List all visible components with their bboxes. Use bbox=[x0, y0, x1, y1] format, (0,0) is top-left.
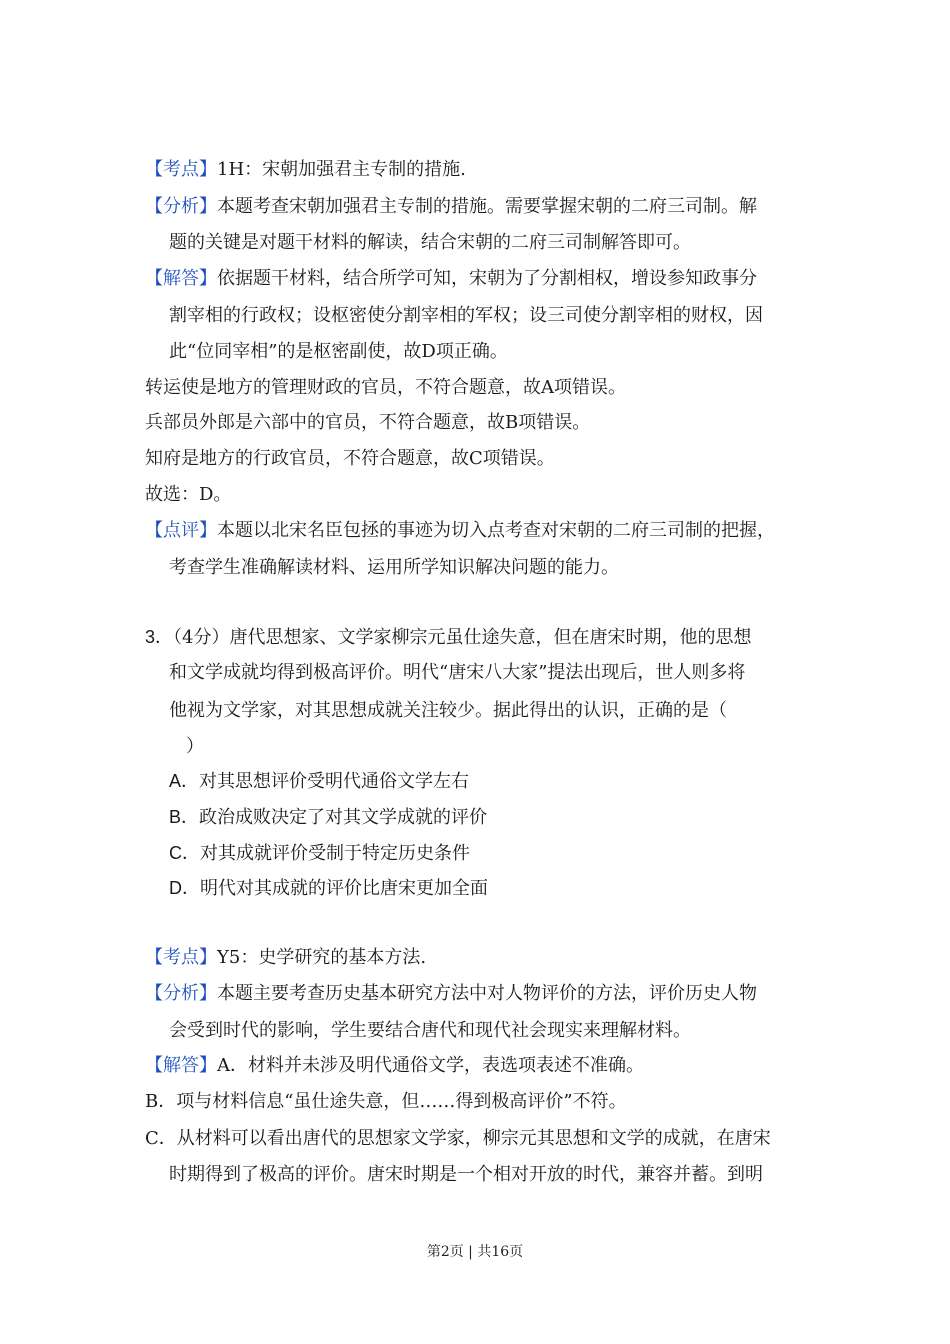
q2-dianping bbox=[145, 519, 775, 543]
option-text: 对其思想评价受明代通俗文学左右 bbox=[199, 771, 470, 792]
option-label: B． bbox=[169, 807, 200, 827]
question-stem: （4分）唐代思想家、文学家柳宗元虽仕途失意，但在唐宋时期，他的思想 bbox=[173, 627, 752, 648]
q2-answer: 故选：D。 bbox=[145, 484, 232, 505]
q3-option-c bbox=[169, 841, 470, 866]
fenxi-text: 本题主要考查历史基本研究方法中对人物评价的方法，评价历史人物 bbox=[217, 983, 757, 1004]
q2-option-a-note: 转运使是地方的管理财政的官员，不符合题意，故A项错误。 bbox=[145, 377, 626, 398]
option-text: 政治成败决定了对其文学成就的评价 bbox=[199, 807, 488, 828]
q3-stem-cont-1: 和文学成就均得到极高评价。明代“唐宋八大家”提法出现后，世人则多将 bbox=[169, 662, 746, 683]
q2-dianping-cont: 考查学生准确解读材料、运用所学知识解决问题的能力。 bbox=[169, 557, 619, 578]
jieda-tag: 【解答】 bbox=[145, 268, 217, 289]
q2-jieda bbox=[145, 267, 757, 291]
kaodian-tag: 【考点】 bbox=[145, 947, 217, 968]
q3-option-a bbox=[169, 769, 469, 794]
q3-stem bbox=[145, 625, 751, 650]
dianping-tag: 【点评】 bbox=[145, 520, 217, 541]
q3-option-b bbox=[169, 805, 487, 830]
q2-jieda-cont-2: 此“位同宰相”的是枢密副使，故D项正确。 bbox=[169, 341, 508, 362]
q3-jieda bbox=[145, 1054, 644, 1078]
q3-fenxi bbox=[145, 982, 757, 1006]
q3-stem-cont-2: 他视为文学家，对其思想成就关注较少。据此得出的认识，正确的是（ bbox=[169, 700, 727, 721]
kaodian-text: Y5：史学研究的基本方法. bbox=[217, 947, 427, 968]
fenxi-tag: 【分析】 bbox=[145, 983, 217, 1004]
option-label: D． bbox=[169, 878, 200, 898]
q3-jieda-c-cont: 时期得到了极高的评价。唐宋时期是一个相对开放的时代，兼容并蓄。到明 bbox=[169, 1164, 763, 1185]
option-text: 对其成就评价受制于特定历史条件 bbox=[200, 843, 470, 864]
q3-fenxi-cont: 会受到时代的影响，学生要结合唐代和现代社会现实来理解材料。 bbox=[169, 1020, 691, 1041]
jieda-tag: 【解答】 bbox=[145, 1055, 217, 1076]
jieda-text: A．材料并未涉及明代通俗文学，表选项表述不准确。 bbox=[217, 1055, 644, 1076]
question-number: 3． bbox=[145, 627, 174, 647]
q2-fenxi-cont: 题的关键是对题干材料的解读，结合宋朝的二府三司制解答即可。 bbox=[169, 232, 691, 253]
q2-jieda-cont-1: 割宰相的行政权；设枢密使分割宰相的军权；设三司使分割宰相的财权，因 bbox=[169, 305, 763, 326]
fenxi-tag: 【分析】 bbox=[145, 196, 217, 217]
option-text: 明代对其成就的评价比唐宋更加全面 bbox=[200, 878, 488, 899]
jieda-text: 依据题干材料，结合所学可知，宋朝为了分割相权，增设参知政事分 bbox=[217, 268, 757, 289]
kaodian-tag: 【考点】 bbox=[145, 159, 217, 180]
q2-fenxi bbox=[145, 195, 757, 219]
q3-stem-cont-3: ） bbox=[186, 736, 204, 757]
option-label: A． bbox=[169, 771, 200, 791]
q3-jieda-b: B．项与材料信息“虽仕途失意，但……得到极高评价”不符。 bbox=[145, 1091, 627, 1112]
q2-option-b-note: 兵部员外郎是六部中的官员，不符合题意，故B项错误。 bbox=[145, 412, 591, 433]
q2-kaodian bbox=[145, 158, 466, 182]
q3-option-d bbox=[169, 876, 488, 901]
q3-kaodian bbox=[145, 946, 426, 970]
kaodian-text: 1H：宋朝加强君主专制的措施. bbox=[217, 159, 466, 180]
option-label: C． bbox=[169, 843, 200, 863]
q3-jieda-c: C．从材料可以看出唐代的思想家文学家，柳宗元其思想和文学的成就，在唐宋 bbox=[145, 1128, 771, 1149]
q2-option-c-note: 知府是地方的行政官员，不符合题意，故C项错误。 bbox=[145, 448, 555, 469]
fenxi-text: 本题考查宋朝加强君主专制的措施。需要掌握宋朝的二府三司制。解 bbox=[217, 196, 757, 217]
dianping-text: 本题以北宋名臣包拯的事迹为切入点考查对宋朝的二府三司制的把握， bbox=[217, 520, 775, 541]
page-footer: 第2页 | 共16页 bbox=[426, 1244, 524, 1260]
